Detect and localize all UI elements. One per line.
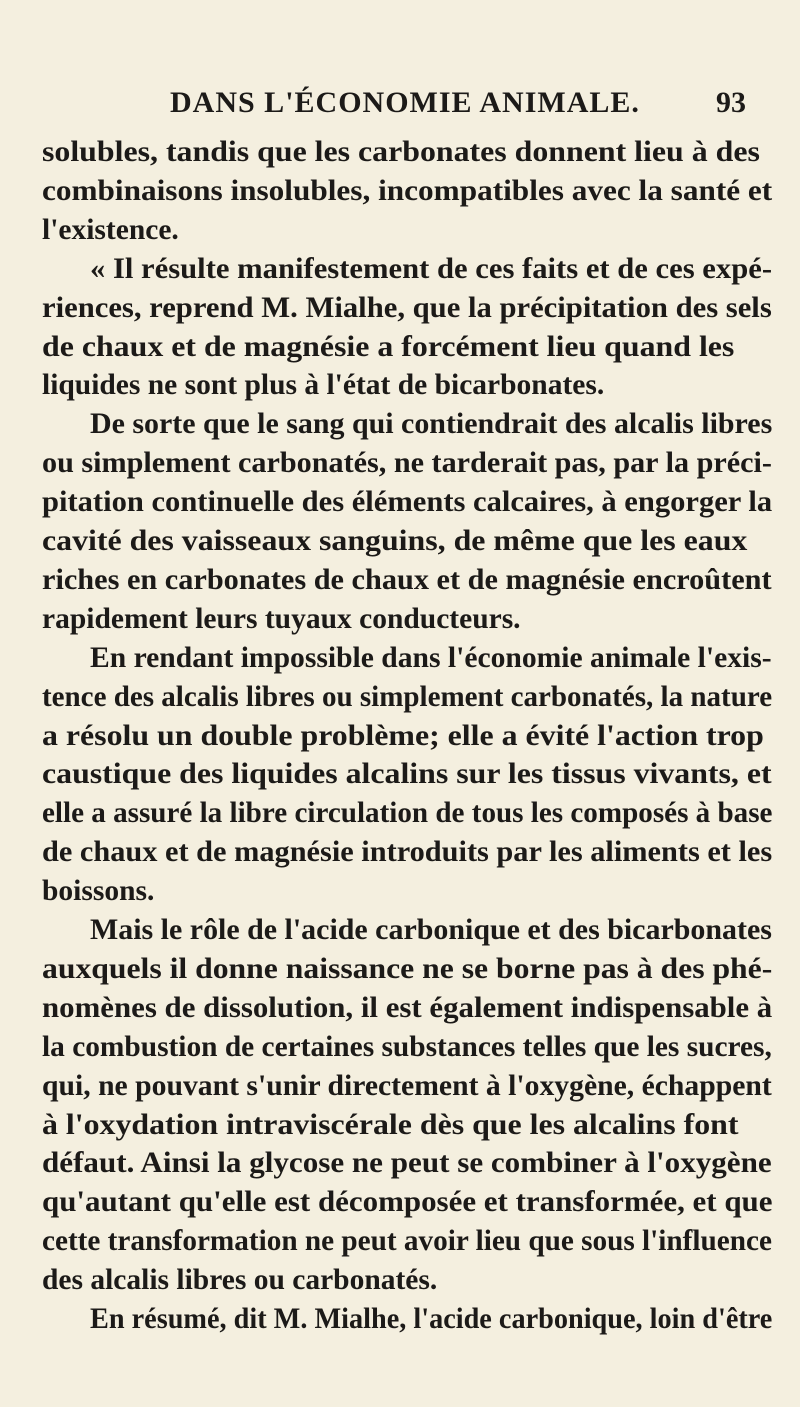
page-number: 93	[716, 86, 746, 119]
text-line: combinaisons insolubles, incompatibles avec la santé et	[42, 175, 773, 207]
text-line: boissons.	[42, 875, 155, 907]
text-line: tence des alcalis libres ou simplement carbonatés, la nature	[42, 681, 773, 713]
text-line: caustique des liquides alcalins sur les tissus vivants, et	[42, 758, 772, 790]
text-line: « Il résulte manifestement de ces faits et de ces expé-	[90, 253, 773, 285]
text-line: des alcalis libres ou carbonatés.	[42, 1264, 438, 1296]
running-header	[0, 86, 800, 126]
text-line: riches en carbonates de chaux et de magnésie encroûtent	[42, 564, 772, 596]
text-line: cavité des vaisseaux sanguins, de même que les eaux	[42, 525, 748, 557]
text-line: elle a assuré la libre circulation de tous les composés à base	[42, 797, 773, 829]
text-line: nomènes de dissolution, il est également indispensable à	[42, 992, 773, 1024]
text-line: En rendant impossible dans l'économie animale l'exis-	[90, 642, 772, 674]
text-line: solubles, tandis que les carbonates donnent lieu à des	[42, 136, 760, 168]
text-line: auxquels il donne naissance ne se borne pas à des phé-	[42, 953, 773, 985]
text-line: de chaux et de magnésie introduits par les aliments et les	[42, 836, 773, 868]
text-line: cette transformation ne peut avoir lieu que sous l'influence	[42, 1225, 772, 1257]
text-line: à l'oxydation intraviscérale dès que les alcalins font	[42, 1109, 739, 1141]
text-line: de chaux et de magnésie a forcément lieu quand les	[42, 331, 735, 363]
text-line: Mais le rôle de l'acide carbonique et des bicarbonates	[90, 914, 772, 946]
text-line: De sorte que le sang qui contiendrait des alcalis libres	[90, 408, 773, 440]
text-line: En résumé, dit M. Mialhe, l'acide carbonique, loin d'être	[90, 1303, 773, 1335]
text-line: qui, ne pouvant s'unir directement à l'oxygène, échappent	[42, 1070, 772, 1102]
text-line: rapidement leurs tuyaux conducteurs.	[42, 603, 521, 635]
text-line: qu'autant qu'elle est décomposée et transformée, et que	[42, 1186, 773, 1218]
text-line: riences, reprend M. Mialhe, que la précipitation des sels	[42, 292, 772, 324]
text-line: a résolu un double problème; elle a évité l'action trop	[42, 720, 764, 752]
text-line: défaut. Ainsi la glycose ne peut se combiner à l'oxygène	[42, 1147, 772, 1179]
text-line: liquides ne sont plus à l'état de bicarbonates.	[42, 369, 605, 401]
text-line: ou simplement carbonatés, ne tarderait pas, par la préci-	[42, 447, 772, 479]
text-line: l'existence.	[42, 214, 179, 246]
text-line: la combustion de certaines substances telles que les sucres,	[42, 1031, 772, 1063]
header-title: DANS L'ÉCONOMIE ANIMALE.	[170, 86, 640, 119]
text-line: pitation continuelle des éléments calcaires, à engorger la	[42, 486, 773, 518]
